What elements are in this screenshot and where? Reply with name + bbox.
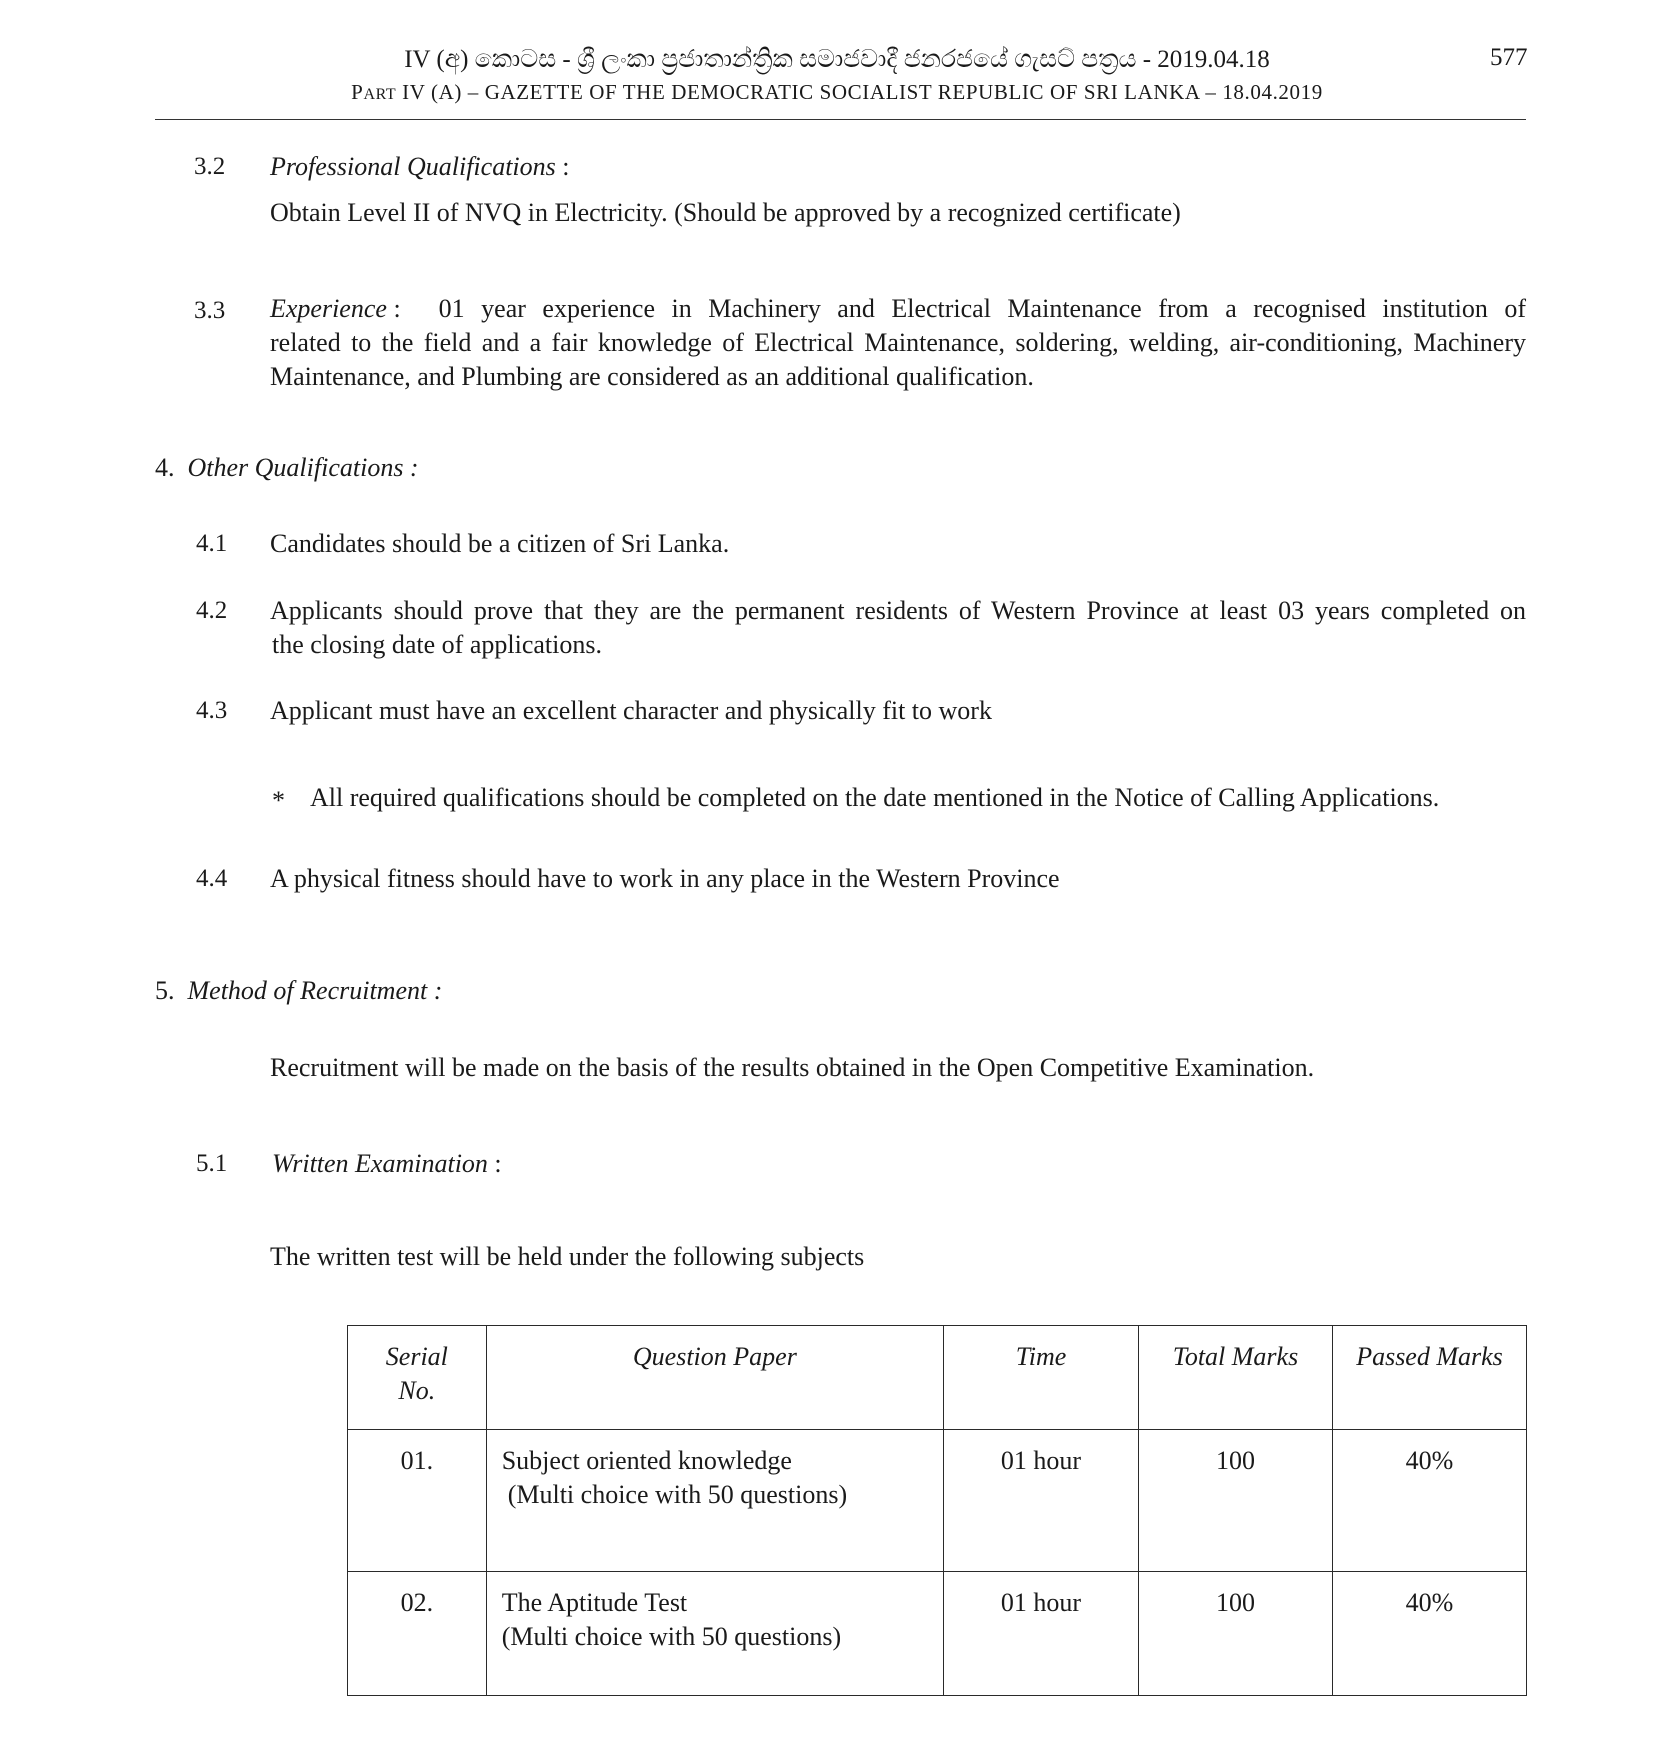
experience-text-rest: related to the field and a fair knowledge of Electrical Maintenance, soldering, welding, air-conditioning, Machinery Maintenance, and Plumbing are considered as an additional qualification.: [270, 328, 1526, 391]
total-marks-cell: 100: [1139, 1572, 1333, 1696]
qualifications-note-text: All required qualifications should be completed on the date mentioned in the Notice of Calling Applications.: [310, 783, 1440, 812]
section-number-5: 5.: [155, 976, 175, 1005]
written-exam-table: [347, 1325, 1527, 1696]
experience-paragraph: [270, 292, 1526, 394]
paper-note: (Multi choice with 50 questions): [501, 1622, 842, 1651]
page-number: 577: [1490, 44, 1528, 71]
recruitment-text: Recruitment will be made on the basis of the results obtained in the Open Competitive Examination.: [270, 1053, 1315, 1082]
professional-qualifications-heading: Professional Qualifications: [270, 152, 556, 181]
section-number-5-1: 5.1: [196, 1150, 228, 1177]
method-of-recruitment-heading: Method of Recruitment :: [187, 976, 443, 1005]
table-row: [348, 1572, 1527, 1696]
item-number-4-3: 4.3: [196, 697, 228, 724]
experience-first-line: [270, 292, 1526, 326]
gazette-header-sinhala: IV (අ) කොටස - ශ්‍රී ලංකා ප්‍රජාතාන්ත්‍රික සමාජවාදී ජනරජයේ ගැසට් පත්‍රය - 2019.04.18: [404, 46, 1270, 73]
paper-title: The Aptitude Test: [501, 1588, 688, 1617]
professional-qualifications-text: Obtain Level II of NVQ in Electricity. (Should be approved by a recognized certificate): [270, 198, 1181, 227]
other-qualifications-heading: Other Qualifications :: [187, 453, 419, 482]
serial-cell: 02.: [348, 1572, 487, 1696]
paper-note: (Multi choice with 50 questions): [507, 1480, 848, 1509]
passed-marks-cell: 40%: [1332, 1572, 1526, 1696]
item-text-4-2-line2: the closing date of applications.: [272, 630, 602, 659]
item-number-4-4: 4.4: [196, 865, 228, 892]
total-marks-cell: 100: [1139, 1430, 1333, 1572]
paper-cell: [486, 1430, 943, 1572]
heading-colon: :: [487, 1149, 502, 1178]
item-number-4-2: 4.2: [196, 597, 228, 624]
item-text-4-2-line1: Applicants should prove that they are the permanent residents of Western Province at least 03 years completed on: [270, 596, 1526, 625]
section-4-heading: [155, 453, 419, 483]
written-examination-heading: Written Examination: [272, 1149, 488, 1178]
header-time: Time: [944, 1326, 1139, 1430]
header-serial-line2: No.: [398, 1376, 436, 1405]
header-serial-line1: Serial: [385, 1342, 448, 1371]
written-test-intro: The written test will be held under the following subjects: [270, 1242, 865, 1271]
paper-title: Subject oriented knowledge: [501, 1446, 792, 1475]
experience-heading-wrap: [270, 292, 401, 326]
experience-heading: Experience: [270, 294, 387, 323]
section-number-3-2: 3.2: [194, 153, 226, 180]
item-text-4-3: Applicant must have an excellent character and physically fit to work: [270, 696, 992, 725]
part-prefix-cap: P: [351, 80, 364, 104]
heading-colon: :: [386, 294, 401, 323]
table-row: [348, 1430, 1527, 1572]
gazette-title-english: IV (A) – GAZETTE OF THE DEMOCRATIC SOCIALIST REPUBLIC OF SRI LANKA – 18.04.2019: [402, 80, 1323, 104]
written-examination-heading-wrap: [272, 1147, 502, 1181]
table-header-row: [348, 1326, 1527, 1430]
header-passed-marks: Passed Marks: [1332, 1326, 1526, 1430]
passed-marks-cell: 40%: [1332, 1430, 1526, 1572]
header-total-marks: Total Marks: [1139, 1326, 1333, 1430]
gazette-header-english: [155, 80, 1519, 105]
serial-cell: 01.: [348, 1430, 487, 1572]
section-5-heading: [155, 976, 442, 1006]
header-serial-no: [348, 1326, 487, 1430]
paper-cell: [486, 1572, 943, 1696]
heading-colon: :: [555, 152, 570, 181]
time-cell: 01 hour: [944, 1430, 1139, 1572]
experience-text-first: 01 year experience in Machinery and Electrical Maintenance from a recognised institution of: [438, 294, 1526, 323]
item-text-4-1: Candidates should be a citizen of Sri Lanka.: [270, 529, 730, 558]
item-number-4-1: 4.1: [196, 530, 228, 557]
section-heading-3-2: [270, 150, 570, 184]
time-cell: 01 hour: [944, 1572, 1139, 1696]
header-question-paper: Question Paper: [486, 1326, 943, 1430]
section-number-4: 4.: [155, 453, 175, 482]
part-prefix-small: ART: [363, 86, 397, 103]
item-text-4-4: A physical fitness should have to work in any place in the Western Province: [270, 864, 1060, 893]
note-asterisk: *: [272, 786, 285, 815]
section-number-3-3: 3.3: [194, 297, 226, 324]
header-divider: [155, 119, 1526, 120]
